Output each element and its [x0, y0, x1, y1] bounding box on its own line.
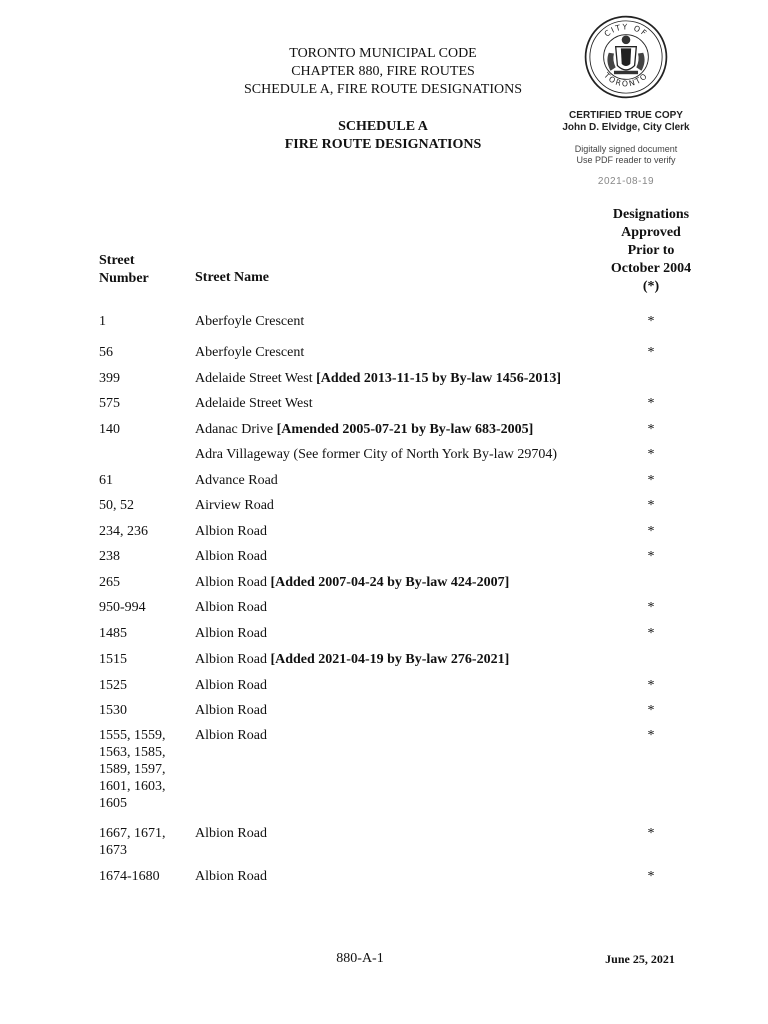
street-number: 1530 [99, 703, 127, 718]
street-name-cell [195, 395, 595, 412]
street-name-cell [195, 599, 595, 616]
amendment-note: [Added 2007-04-24 by By-law 424-2007] [270, 575, 510, 590]
amendment-note: [Amended 2005-07-21 by By-law 683-2005] [276, 422, 534, 437]
street-number: 399 [99, 371, 120, 386]
street-name: Albion Road [195, 524, 267, 539]
street-name: Albion Road [195, 626, 267, 641]
street-name: Albion Road [195, 652, 271, 667]
street-name-cell [195, 727, 595, 744]
street-number-header: Street Number [99, 253, 149, 286]
street-name-cell [195, 344, 595, 361]
header-line-chapter: CHAPTER 880, FIRE ROUTES [291, 64, 475, 79]
street-number: 575 [99, 396, 120, 411]
page-number: 880-A-1 [336, 951, 384, 966]
certification-block [556, 14, 696, 188]
designation-marker: * [647, 626, 655, 641]
street-name-cell [195, 625, 595, 642]
schedule-title-line2: FIRE ROUTE DESIGNATIONS [284, 137, 482, 152]
street-name: Aberfoyle Crescent [195, 314, 305, 329]
street-name-cell [195, 446, 595, 463]
designation-marker: * [647, 473, 655, 488]
street-number: 1525 [99, 678, 127, 693]
street-name: Advance Road [195, 473, 278, 488]
schedule-title-line1: SCHEDULE A [338, 119, 428, 134]
street-name: Adra Villageway (See former City of North York By-law 29704) [195, 447, 558, 462]
header-line-code: TORONTO MUNICIPAL CODE [289, 46, 477, 61]
svg-text:CITY OF: CITY OF [602, 22, 650, 39]
street-name: Albion Road [195, 575, 271, 590]
verify-note: Use PDF reader to verify [576, 155, 676, 165]
digital-signature-note: Digitally signed document [574, 144, 678, 154]
code-header [200, 45, 566, 99]
street-name: Albion Road [195, 600, 267, 615]
street-name-cell [195, 868, 595, 885]
designation-marker: * [647, 524, 655, 539]
designation-marker: * [647, 869, 655, 884]
street-name: Albion Road [195, 728, 267, 743]
street-name: Adelaide Street West [195, 396, 313, 411]
designation-marker: * [647, 600, 655, 615]
street-name-cell [195, 523, 595, 540]
street-name: Aberfoyle Crescent [195, 345, 305, 360]
street-number: 61 [99, 473, 113, 488]
header-line-schedule: SCHEDULE A, FIRE ROUTE DESIGNATIONS [243, 82, 523, 97]
street-name-cell [195, 574, 595, 591]
street-name: Albion Road [195, 826, 267, 841]
designation-marker: * [647, 396, 655, 411]
schedule-title [200, 118, 566, 154]
certified-true-copy: CERTIFIED TRUE COPY [569, 110, 683, 121]
street-name-cell [195, 313, 595, 330]
street-number: 238 [99, 549, 120, 564]
street-number: 1674-1680 [99, 869, 160, 884]
designation-marker: * [647, 826, 655, 841]
city-of-toronto-seal-icon [583, 14, 669, 100]
designation-marker: * [647, 447, 655, 462]
street-name: Albion Road [195, 703, 267, 718]
street-number: 50, 52 [99, 498, 134, 513]
street-number: 1 [99, 314, 106, 329]
amendment-note: [Added 2013-11-15 by By-law 1456-2013] [316, 371, 562, 386]
designation-marker: * [647, 728, 655, 743]
street-name-header: Street Name [195, 270, 269, 285]
street-number: 1485 [99, 626, 127, 641]
street-name-cell [195, 497, 595, 514]
street-name-cell [195, 825, 595, 842]
street-name: Adelaide Street West [195, 371, 317, 386]
street-name: Adanac Drive [195, 422, 277, 437]
amendment-note: [Added 2021-04-19 by By-law 276-2021] [270, 652, 510, 667]
street-name-cell [195, 677, 595, 694]
designation-marker: * [647, 314, 655, 329]
designation-marker: * [647, 345, 655, 360]
street-number: 56 [99, 345, 113, 360]
city-clerk-name: John D. Elvidge, City Clerk [562, 122, 690, 133]
street-name-cell [195, 702, 595, 719]
street-name: Airview Road [195, 498, 274, 513]
street-number: 1667, 1671, 1673 [99, 826, 166, 858]
street-name-cell [195, 651, 595, 668]
footer-date: June 25, 2021 [605, 952, 675, 966]
street-number: 1555, 1559, 1563, 1585, 1589, 1597, 1601, 1603, 1605 [99, 728, 166, 811]
street-name: Albion Road [195, 549, 267, 564]
designation-marker: * [647, 549, 655, 564]
designation-marker: * [647, 498, 655, 513]
street-name-cell [195, 421, 595, 438]
designation-marker: * [647, 678, 655, 693]
designation-marker: * [647, 703, 655, 718]
street-number: 140 [99, 422, 120, 437]
svg-text:TORONTO: TORONTO [602, 70, 650, 89]
street-number: 1515 [99, 652, 127, 667]
designations-header: Designations Approved Prior to October 2004 (*) [610, 207, 692, 294]
certification-date: 2021-08-19 [597, 176, 655, 187]
street-name: Albion Road [195, 678, 267, 693]
street-number: 234, 236 [99, 524, 148, 539]
street-number: 265 [99, 575, 120, 590]
street-name-cell [195, 370, 595, 387]
street-name-cell [195, 548, 595, 565]
street-name-cell [195, 472, 595, 489]
street-name: Albion Road [195, 869, 267, 884]
designation-marker: * [647, 422, 655, 437]
street-number: 950-994 [99, 600, 146, 615]
